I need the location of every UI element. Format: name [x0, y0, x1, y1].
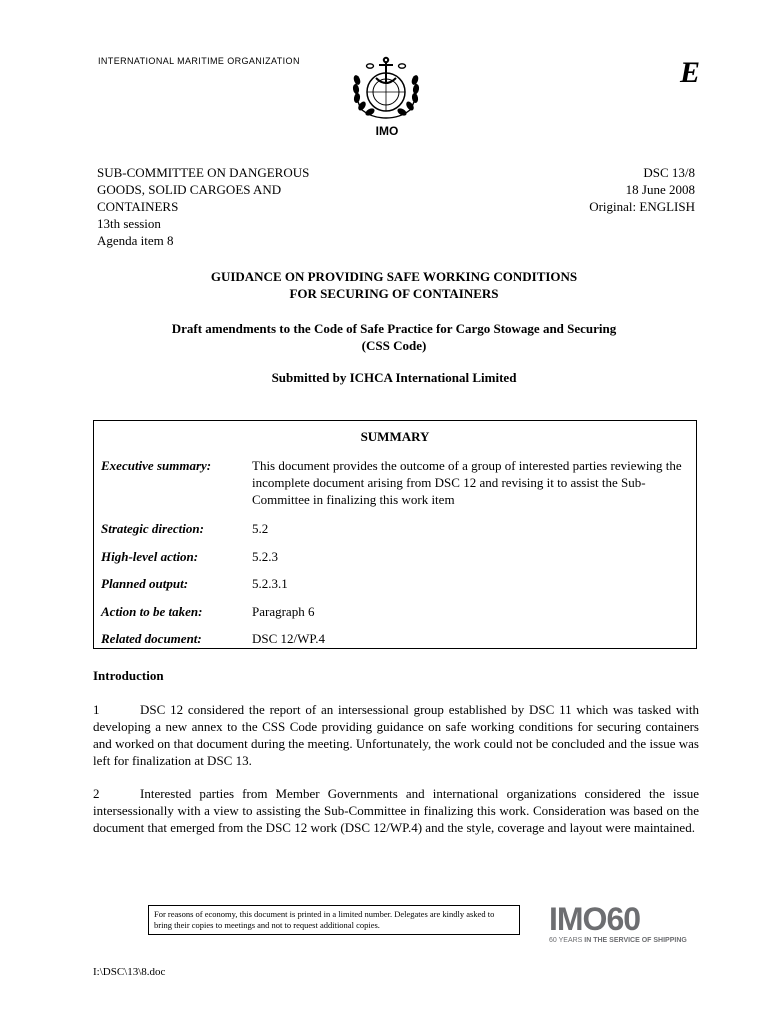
committee-line: SUB-COMMITTEE ON DANGEROUS [97, 165, 310, 180]
document-info [589, 164, 695, 215]
paragraph-number: 2 [93, 786, 100, 801]
imo60-tagline-bold: IN THE SERVICE OF SHIPPING [584, 937, 687, 944]
file-path: I:\DSC\13\8.doc [93, 966, 166, 978]
session-line: 13th session [97, 216, 161, 231]
paragraph-text: Interested parties from Member Governments and international organizations considered the issue intersessionally with a view to assisting the Sub-Committee in finalizing this work. Consideration was based on the document that emerged from the DSC 12 work (DSC 12/WP.4) and the style, coverage and layout were maintained. [93, 786, 699, 835]
summary-label: High-level action: [101, 549, 199, 564]
subtitle-line: (CSS Code) [361, 338, 427, 353]
summary-label: Action to be taken: [101, 604, 203, 619]
committee-line: GOODS, SOLID CARGOES AND [97, 182, 282, 197]
document-date: 18 June 2008 [625, 182, 695, 197]
subtitle-line: Draft amendments to the Code of Safe Practice for Cargo Stowage and Securing [171, 321, 617, 336]
agenda-item-line: Agenda item 8 [97, 233, 174, 248]
summary-box [93, 420, 697, 649]
summary-heading: SUMMARY [360, 429, 430, 444]
imo60-tagline [549, 937, 694, 944]
language-letter: E [679, 56, 700, 89]
imo60-logo-text: IMO60 [549, 901, 641, 937]
summary-label: Executive summary: [101, 458, 212, 473]
summary-value: DSC 12/WP.4 [252, 631, 325, 646]
imo60-logo [549, 903, 694, 951]
summary-value: 5.2.3.1 [252, 576, 288, 591]
submitted-by: Submitted by ICHCA International Limited [271, 370, 517, 385]
imo-label: IMO [375, 124, 399, 138]
paragraph-number: 1 [93, 702, 100, 717]
document-title [80, 268, 708, 302]
summary-label: Related document: [101, 631, 202, 646]
title-line: GUIDANCE ON PROVIDING SAFE WORKING CONDITIONS [210, 269, 578, 284]
summary-value: 5.2.3 [252, 549, 278, 564]
economy-notice: For reasons of economy, this document is printed in a limited number. Delegates are kindly asked to bring their copies to meetings and not to request additional copies. [148, 905, 520, 935]
paragraph [93, 785, 699, 836]
title-line: FOR SECURING OF CONTAINERS [289, 286, 499, 301]
document-subtitle [80, 320, 708, 354]
summary-label: Planned output: [101, 576, 189, 591]
paragraph-text: DSC 12 considered the report of an intersessional group established by DSC 11 which was tasked with developing a new annex to the CSS Code providing guidance on safe working conditions for securing containers and worked on that document during the meeting. Unfortunately, the work could not be concluded and the issue was left for finalization at DSC 13. [93, 702, 699, 768]
imo60-tagline-prefix: 60 YEARS [549, 937, 585, 944]
summary-label: Strategic direction: [101, 521, 204, 536]
document-symbol: DSC 13/8 [643, 165, 695, 180]
introduction-heading: Introduction [93, 668, 164, 683]
paragraph [93, 701, 699, 769]
committee-line: CONTAINERS [97, 199, 179, 214]
summary-value: Paragraph 6 [252, 604, 315, 619]
summary-value: 5.2 [252, 521, 269, 536]
organization-name: INTERNATIONAL MARITIME ORGANIZATION [98, 56, 300, 66]
summary-value: This document provides the outcome of a group of interested parties reviewing the incomplete document arising from DSC 12 and revising it to assist the Sub-Committee in finalizing this work item [252, 458, 682, 507]
un-imo-emblem-icon [348, 56, 424, 122]
document-original-language: Original: ENGLISH [589, 199, 695, 214]
committee-block [97, 164, 309, 249]
